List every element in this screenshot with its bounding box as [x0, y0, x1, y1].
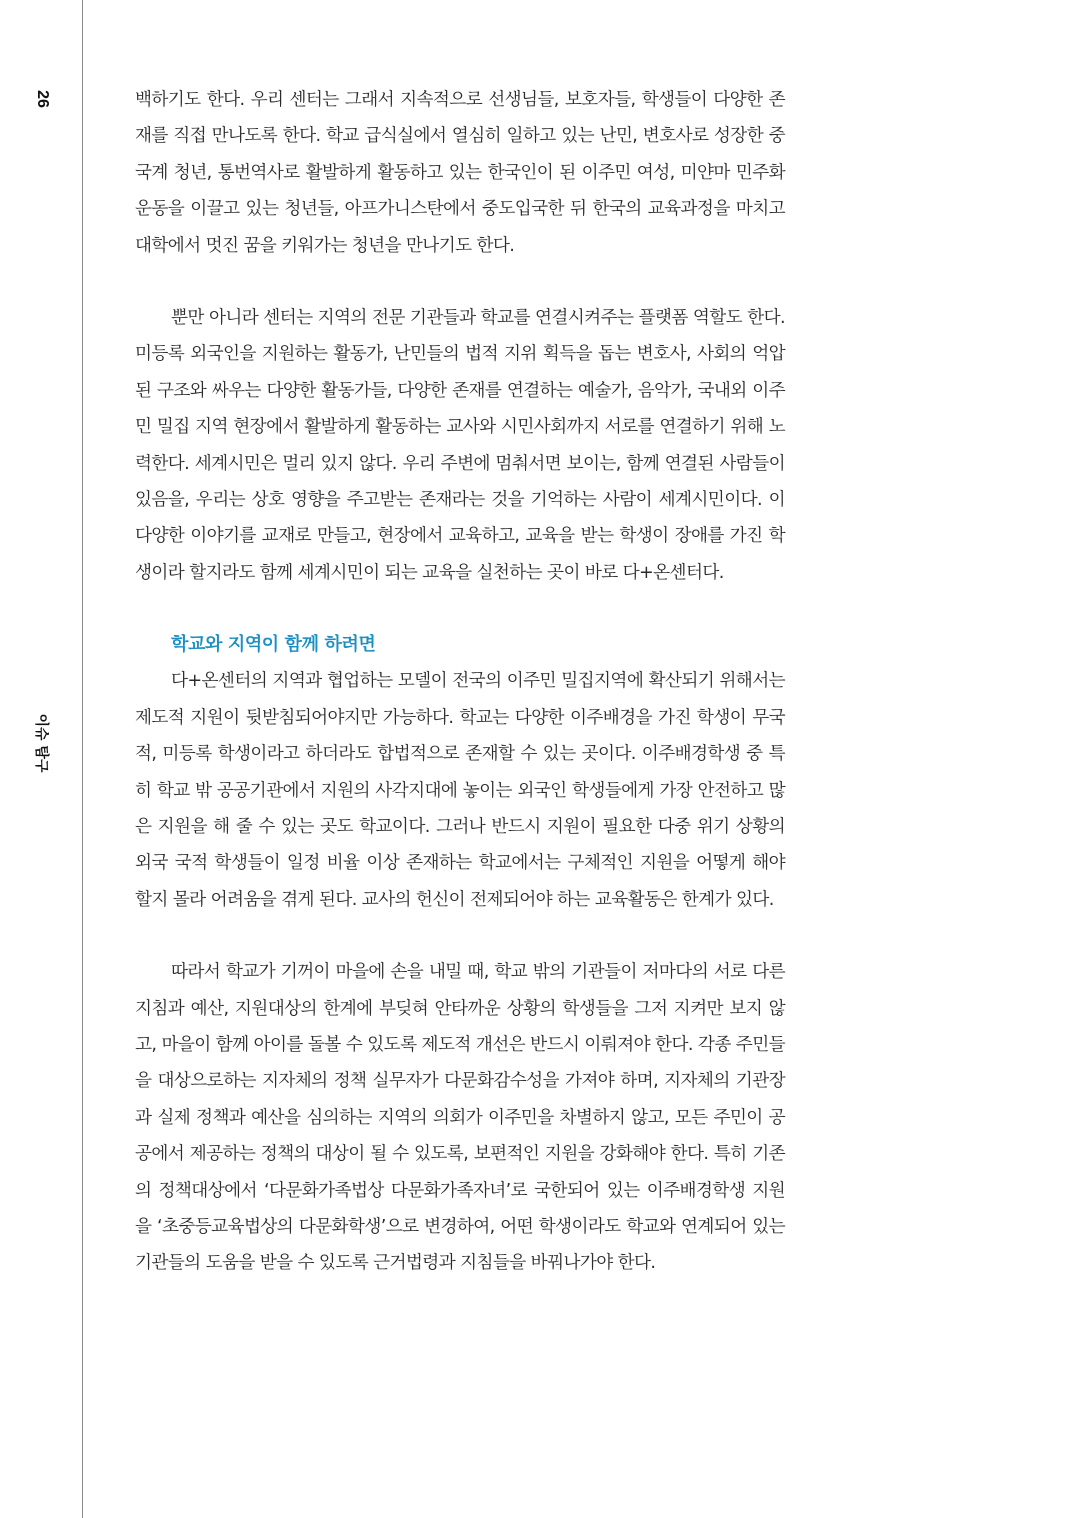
- section-label: 이슈 탐구: [33, 713, 49, 773]
- margin-rule: [82, 0, 83, 1518]
- paragraph-gap: [135, 918, 785, 954]
- page-number: 26: [34, 90, 51, 108]
- paragraph-gap: [135, 264, 785, 300]
- paragraph-3: 다+온센터의 지역과 협업하는 모델이 전국의 이주민 밀집지역에 확산되기 위해서는 제도적 지원이 뒷받침되어야지만 가능하다. 학교는 다양한 이주배경을 가진 학생이 무국적, 미등록 학생이라고 하더라도 합법적으로 존재할 수 있는 곳이다. 이주배경학생 중 특히 학교 밖 공공기관에서 지원의 사각지대에 놓이는 외국인 학생들에게 가장 안전하고 많은 지원을 해 줄 수 있는 곳도 학교이다. 그러나 반드시 지원이 필요한 다중 위기 상황의 외국 국적 학생들이 일정 비율 이상 존재하는 학교에서는 구체적인 지원을 어떻게 해야 할지 몰라 어려움을 겪게 된다. 교사의 헌신이 전제되어야 하는 교육활동은 한계가 있다.: [135, 671, 785, 910]
- paragraph-2: 뿐만 아니라 센터는 지역의 전문 기관들과 학교를 연결시켜주는 플랫폼 역할도 한다. 미등록 외국인을 지원하는 활동가, 난민들의 법적 지위 획득을 돕는 변호사, 사회의 억압된 구조와 싸우는 다양한 활동가들, 다양한 존재를 연결하는 예술가, 음악가, 국내외 이주민 밀집 지역 현장에서 활발하게 활동하는 교사와 시민사회까지 서로를 연결하기 위해 노력한다. 세계시민은 멀리 있지 않다. 우리 주변에 멈춰서면 보이는, 함께 연결된 사람들이 있음을, 우리는 상호 영향을 주고받는 존재라는 것을 기억하는 사람이 세계시민이다. 이 다양한 이야기를 교재로 만들고, 현장에서 교육하고, 교육을 받는 학생이 장애를 가진 학생이라 할지라도 함께 세계시민이 되는 교육을 실천하는 곳이 바로 다+온센터다.: [135, 308, 785, 583]
- paragraph-1: 백하기도 한다. 우리 센터는 그래서 지속적으로 선생님들, 보호자들, 학생들이 다양한 존재를 직접 만나도록 한다. 학교 급식실에서 열심히 일하고 있는 난민, 변호사로 성장한 중국계 청년, 통번역사로 활발하게 활동하고 있는 한국인이 된 이주민 여성, 미얀마 민주화운동을 이끌고 있는 청년들, 아프가니스탄에서 중도입국한 뒤 한국의 교육과정을 마치고 대학에서 멋진 꿈을 키워가는 청년을 만나기도 한다.: [135, 90, 785, 256]
- paragraph-4: 따라서 학교가 기꺼이 마을에 손을 내밀 때, 학교 밖의 기관들이 저마다의 서로 다른 지침과 예산, 지원대상의 한계에 부딪혀 안타까운 상황의 학생들을 그저 지켜만 보지 않고, 마을이 함께 아이를 돌볼 수 있도록 제도적 개선은 반드시 이뤄져야 한다. 각종 주민들을 대상으로하는 지자체의 정책 실무자가 다문화감수성을 가져야 하며, 지자체의 기관장과 실제 정책과 예산을 심의하는 지역의 의회가 이주민을 차별하지 않고, 모든 주민이 공공에서 제공하는 정책의 대상이 될 수 있도록, 보편적인 지원을 강화해야 한다. 특히 기존의 정책대상에서 ‘다문화가족법상 다문화가족자녀’로 국한되어 있는 이주배경학생 지원을 ‘초중등교육법상의 다문화학생’으로 변경하여, 어떤 학생이라도 학교와 연계되어 있는 기관들의 도움을 받을 수 있도록 근거법령과 지침들을 바꿔나가야 한다.: [135, 962, 785, 1274]
- article-body: [135, 82, 785, 1282]
- section-heading: 학교와 지역이 함께 하려면: [171, 634, 376, 656]
- paragraph-gap: [135, 591, 785, 627]
